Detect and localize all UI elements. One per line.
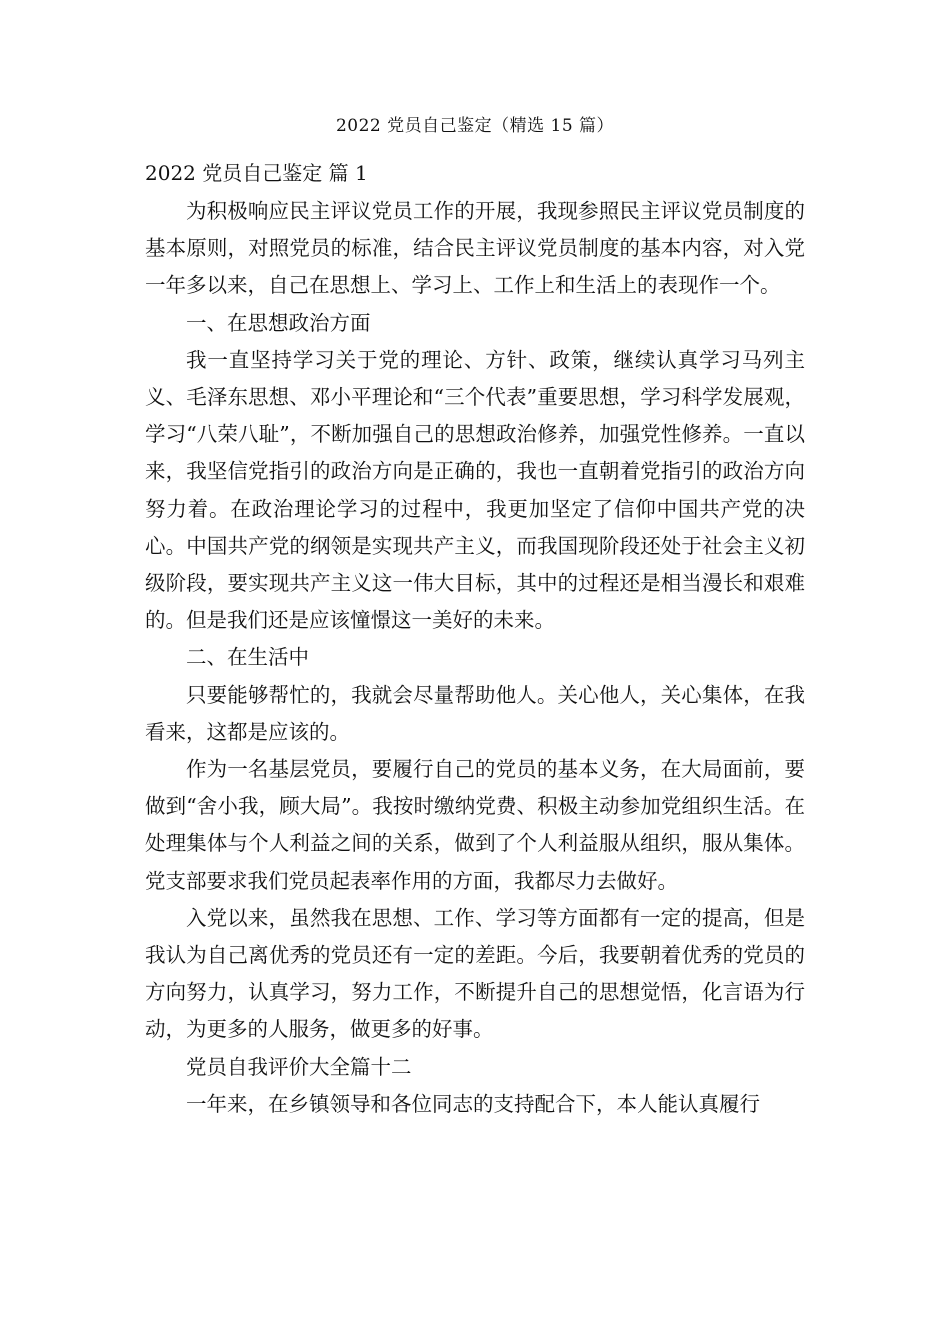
paragraph: 入党以来，虽然我在思想、工作、学习等方面都有一定的提高，但是我认为自己离优秀的党员还有一定的差距。今后，我要朝着优秀的党员的方向努力，认真学习，努力工作，不断提升自己的思想觉悟，化言语为行动，为更多的人服务，做更多的好事。 bbox=[145, 905, 805, 1042]
heading-life: 二、在生活中 bbox=[186, 645, 309, 670]
paragraph: 为积极响应民主评议党员工作的开展，我现参照民主评议党员制度的基本原则，对照党员的标准，结合民主评议党员制度的基本内容，对入党一年多以来，自己在思想上、学习上、工作上和生活上的表现作一个。 bbox=[145, 199, 805, 298]
document-body bbox=[145, 193, 805, 1123]
paragraph: 一年来，在乡镇领导和各位同志的支持配合下，本人能认真履行 bbox=[186, 1091, 760, 1116]
heading-self-evaluation: 党员自我评价大全篇十二 bbox=[186, 1054, 412, 1079]
document-title: 2022 党员自己鉴定（精选 15 篇） bbox=[335, 116, 615, 136]
paragraph: 只要能够帮忙的，我就会尽量帮助他人。关心他人，关心集体，在我看来，这都是应该的。 bbox=[145, 682, 805, 744]
paragraph: 我一直坚持学习关于党的理论、方针、政策，继续认真学习马列主义、毛泽东思想、邓小平理论和“三个代表”重要思想，学习科学发展观，学习“八荣八耻”，不断加强自己的思想政治修养，加强党性修养。一直以来，我坚信党指引的政治方向是正确的，我也一直朝着党指引的政治方向努力着。在政治理论学习的过程中，我更加坚定了信仰中国共产党的决心。中国共产党的纲领是实现共产主义，而我国现阶段还处于社会主义初级阶段，要实现共产主义这一伟大目标，其中的过程还是相当漫长和艰难的。但是我们还是应该憧憬这一美好的未来。 bbox=[145, 347, 805, 633]
section-title: 2022 党员自己鉴定 篇 1 bbox=[145, 161, 368, 185]
paragraph: 作为一名基层党员，要履行自己的党员的基本义务，在大局面前，要做到“舍小我，顾大局”。我按时缴纳党费、积极主动参加党组织生活。在处理集体与个人利益之间的关系，做到了个人利益服从组织，服从集体。党支部要求我们党员起表率作用的方面，我都尽力去做好。 bbox=[145, 757, 805, 893]
heading-ideology: 一、在思想政治方面 bbox=[186, 310, 371, 335]
